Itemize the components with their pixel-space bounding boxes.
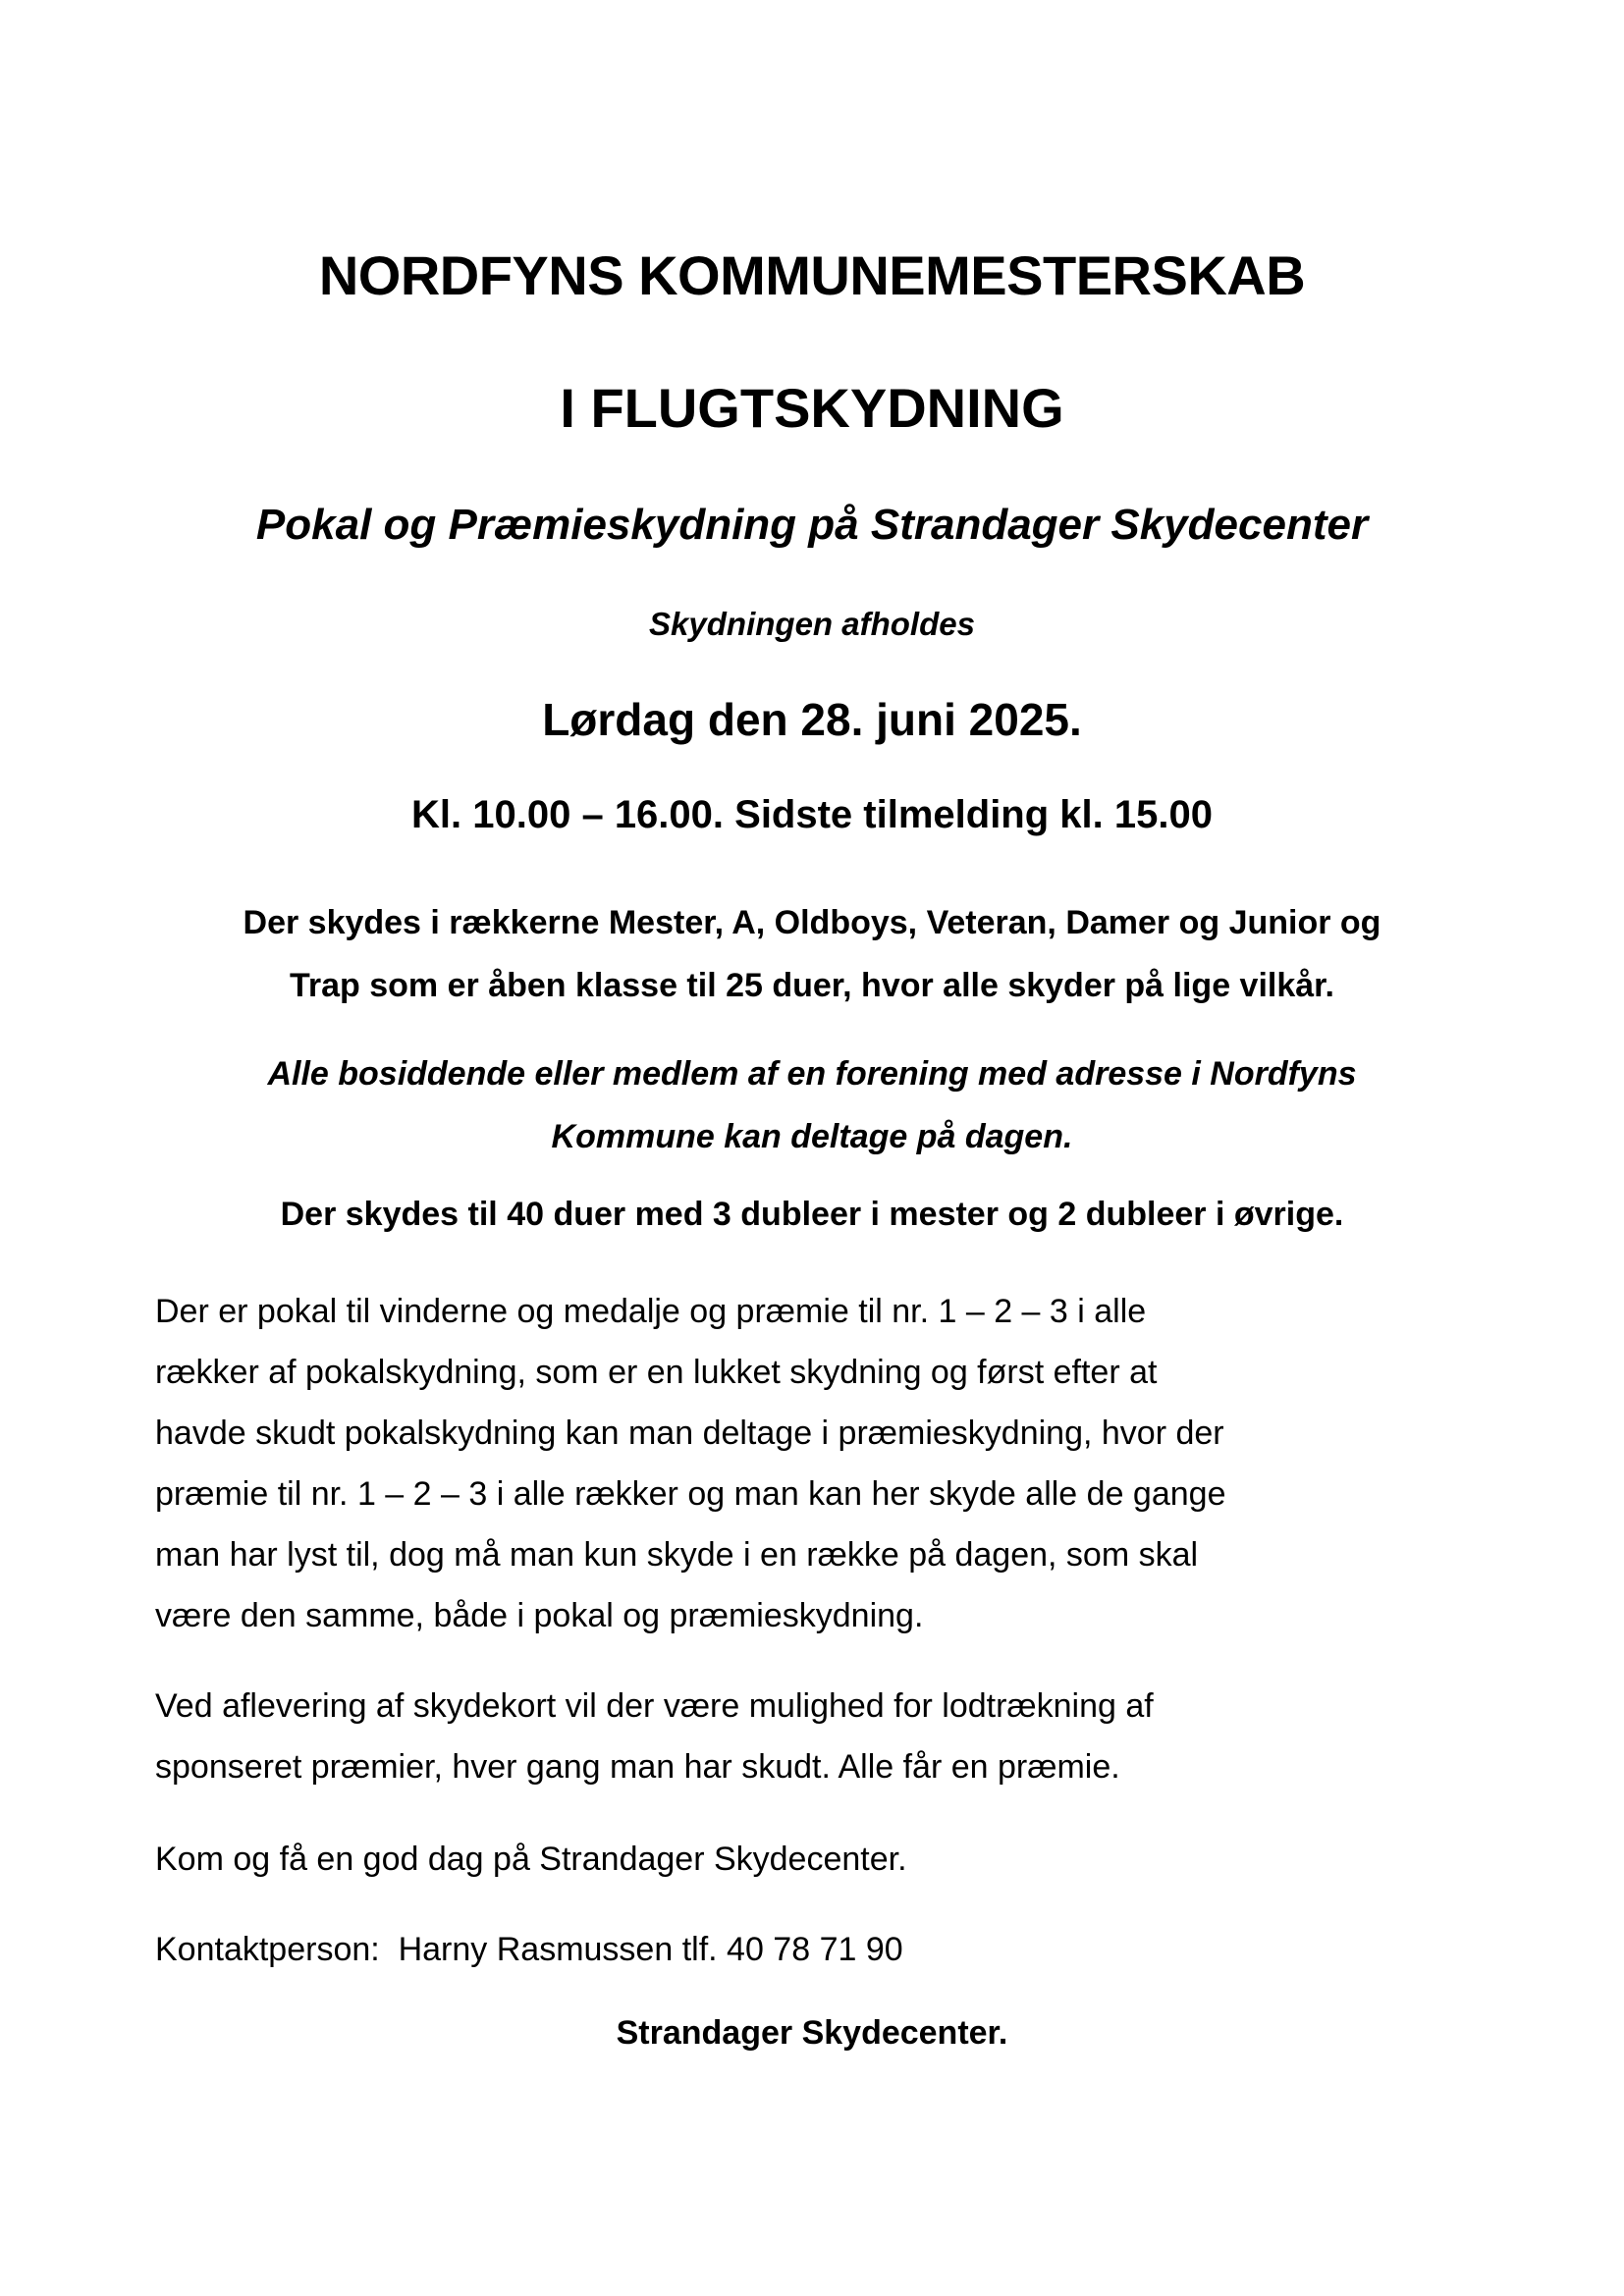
classes-line-2: Trap som er åben klasse til 25 duer, hvor alle skyder på lige vilkår. xyxy=(290,967,1334,1004)
prizes-line: man har lyst til, dog må man kun skyde i en række på dagen, som skal xyxy=(155,1536,1199,1574)
lottery-line: Ved aflevering af skydekort vil der være mulighed for lodtrækning af xyxy=(155,1687,1154,1725)
classes-line-1: Der skydes i rækkerne Mester, A, Oldboys, Veteran, Damer og Junior og xyxy=(243,904,1381,941)
invitation-text: Kom og få en god dag på Strandager Skydecenter. xyxy=(155,1841,907,1878)
classes-text xyxy=(0,891,1624,1017)
rounds-text: Der skydes til 40 duer med 3 dubleer i mester og 2 dubleer i øvrige. xyxy=(280,1196,1344,1233)
prizes-line: havde skudt pokalskydning kan man deltage i præmieskydning, hvor der xyxy=(155,1415,1224,1452)
held-label: Skydningen afholdes xyxy=(649,606,975,642)
eligibility-text xyxy=(0,1042,1624,1168)
eligibility-line-1: Alle bosiddende eller medlem af en forening med adresse i Nordfyns xyxy=(267,1055,1357,1093)
subtitle: Pokal og Præmieskydning på Strandager Skydecenter xyxy=(255,501,1369,549)
title-line-1: NORDFYNS KOMMUNEMESTERSKAB xyxy=(318,244,1306,306)
prizes-paragraph xyxy=(155,1281,1510,1646)
prizes-line: være den samme, både i pokal og præmieskydning. xyxy=(155,1597,924,1634)
prizes-line: Der er pokal til vinderne og medalje og præmie til nr. 1 – 2 – 3 i alle xyxy=(155,1293,1147,1330)
contact-line: Kontaktperson: Harny Rasmussen tlf. 40 78 71 90 xyxy=(155,1931,903,1968)
signature: Strandager Skydecenter. xyxy=(616,2014,1008,2052)
eligibility-line-2: Kommune kan deltage på dagen. xyxy=(551,1118,1073,1155)
prizes-line: rækker af pokalskydning, som er en lukket skydning og først efter at xyxy=(155,1354,1158,1391)
lottery-paragraph xyxy=(155,1676,1510,1797)
prizes-line: præmie til nr. 1 – 2 – 3 i alle rækker og man kan her skyde alle de gange xyxy=(155,1475,1226,1513)
lottery-line: sponseret præmier, hver gang man har skudt. Alle får en præmie. xyxy=(155,1748,1120,1786)
event-date: Lørdag den 28. juni 2025. xyxy=(542,694,1082,745)
title-line-2: I FLUGTSKYDNING xyxy=(560,377,1064,439)
event-time: Kl. 10.00 – 16.00. Sidste tilmelding kl. 15.00 xyxy=(411,793,1213,836)
contact-text xyxy=(155,1919,1510,1980)
